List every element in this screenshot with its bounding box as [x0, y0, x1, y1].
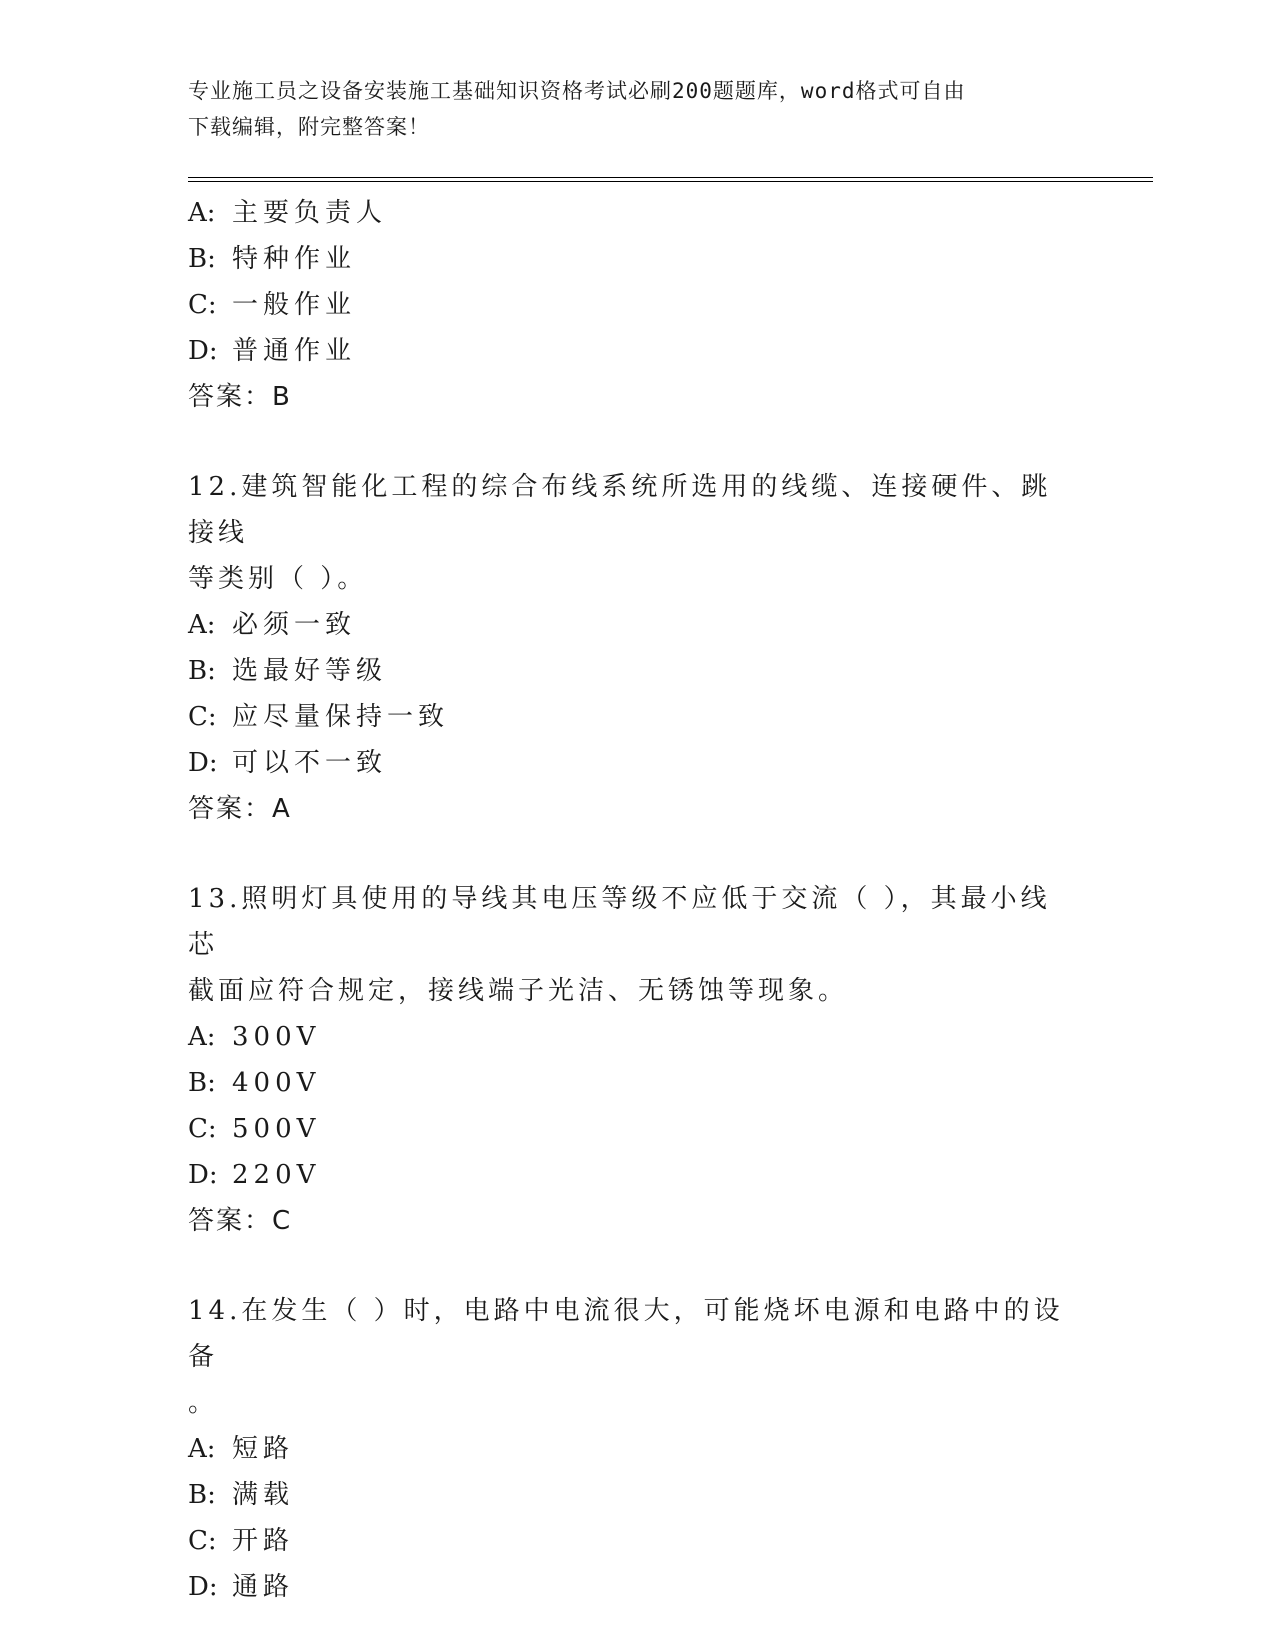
- option-text: 通路: [232, 1572, 295, 1602]
- question-stem: [188, 1288, 1068, 1426]
- option-text: 400V: [232, 1068, 321, 1098]
- option-label: C:: [188, 702, 217, 732]
- option-text: 应尽量保持一致: [232, 702, 450, 732]
- option-label: B:: [188, 656, 216, 686]
- question-stem-line-2: 等类别（ ）。: [188, 564, 368, 594]
- question-stem-line-2: 。: [188, 1388, 219, 1418]
- option-d: [188, 1564, 1088, 1610]
- option-c: [188, 694, 1088, 740]
- option-label: D:: [188, 336, 218, 366]
- option-text: 开路: [232, 1526, 295, 1556]
- option-label: D:: [188, 1572, 218, 1602]
- option-text: 可以不一致: [232, 748, 388, 778]
- option-label: C:: [188, 290, 217, 320]
- option-a: [188, 1426, 1088, 1472]
- option-b: [188, 1472, 1088, 1518]
- option-d: [188, 1152, 1088, 1198]
- question-stem-line-1: 14.在发生（ ）时，电路中电流很大，可能烧坏电源和电路中的设备: [188, 1296, 1064, 1372]
- option-b: [188, 648, 1088, 694]
- header-divider-top: [188, 177, 1153, 178]
- option-b: [188, 236, 1088, 282]
- option-label: B:: [188, 1480, 216, 1510]
- header-divider-bottom: [188, 181, 1153, 182]
- option-c: [188, 282, 1088, 328]
- option-text: 短路: [232, 1434, 295, 1464]
- option-text: 满载: [232, 1480, 295, 1510]
- option-label: B:: [188, 244, 216, 274]
- header-title-line-2: 下载编辑，附完整答案！: [188, 115, 430, 139]
- question-stem: [188, 876, 1068, 1014]
- question-11: [188, 190, 1088, 420]
- question-13: [188, 876, 1088, 1244]
- option-label: D:: [188, 748, 218, 778]
- option-label: A:: [188, 1022, 216, 1052]
- question-12: [188, 464, 1088, 832]
- option-a: [188, 1014, 1088, 1060]
- option-b: [188, 1060, 1088, 1106]
- option-label: A:: [188, 198, 216, 228]
- answer: 答案：C: [188, 1206, 293, 1236]
- question-list: [188, 190, 1088, 1610]
- option-label: C:: [188, 1526, 217, 1556]
- option-label: D:: [188, 1160, 218, 1190]
- option-label: C:: [188, 1114, 217, 1144]
- option-text: 300V: [232, 1022, 321, 1052]
- option-text: 主要负责人: [232, 198, 388, 228]
- option-a: [188, 190, 1088, 236]
- option-text: 500V: [232, 1114, 321, 1144]
- header-title-line-1: 专业施工员之设备安装施工基础知识资格考试必刷200题题库，word格式可自由: [188, 79, 966, 103]
- option-d: [188, 328, 1088, 374]
- option-c: [188, 1106, 1088, 1152]
- option-text: 220V: [232, 1160, 321, 1190]
- option-text: 特种作业: [232, 244, 357, 274]
- option-label: A:: [188, 1434, 216, 1464]
- question-stem-line-1: 13.照明灯具使用的导线其电压等级不应低于交流（ ），其最小线芯: [188, 884, 1051, 960]
- answer: 答案：A: [188, 794, 292, 824]
- question-stem-line-2: 截面应符合规定，接线端子光洁、无锈蚀等现象。: [188, 976, 849, 1006]
- answer: 答案：B: [188, 382, 292, 412]
- option-text: 普通作业: [232, 336, 357, 366]
- option-d: [188, 740, 1088, 786]
- question-14: [188, 1288, 1088, 1610]
- question-stem-line-1: 12.建筑智能化工程的综合布线系统所选用的线缆、连接硬件、跳接线: [188, 472, 1052, 548]
- option-label: B:: [188, 1068, 216, 1098]
- option-text: 必须一致: [232, 610, 357, 640]
- question-stem: [188, 464, 1068, 602]
- option-text: 选最好等级: [232, 656, 388, 686]
- document-header: [188, 73, 1068, 145]
- option-a: [188, 602, 1088, 648]
- option-label: A:: [188, 610, 216, 640]
- option-text: 一般作业: [232, 290, 357, 320]
- option-c: [188, 1518, 1088, 1564]
